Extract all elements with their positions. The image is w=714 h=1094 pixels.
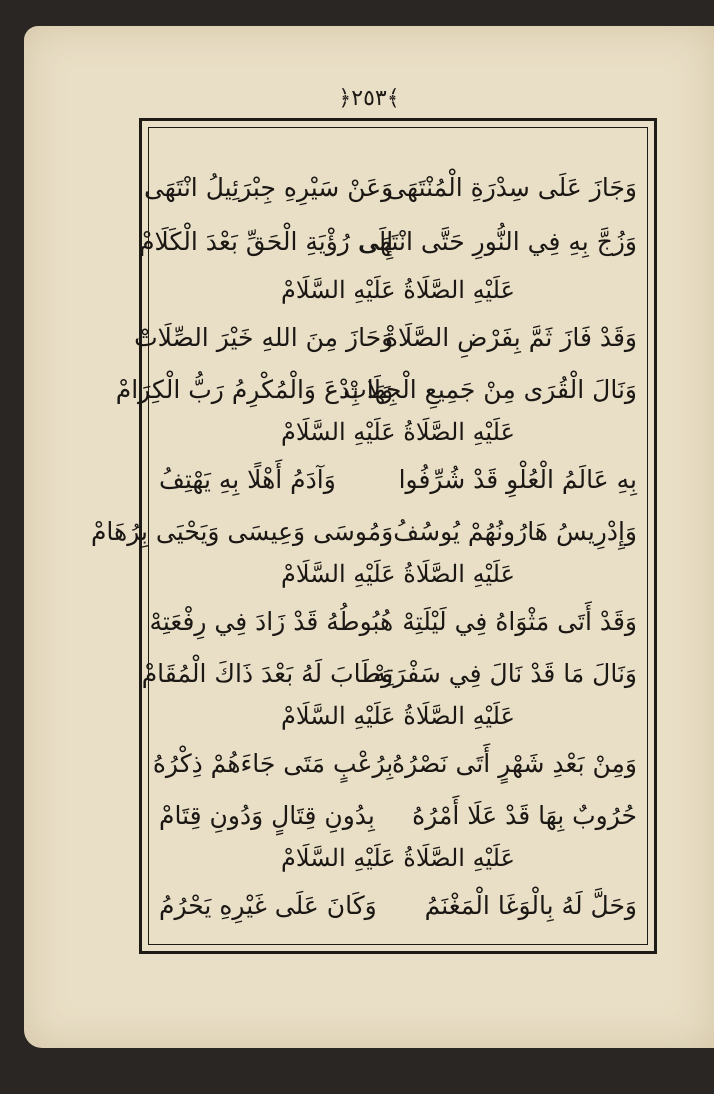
verse-line bbox=[141, 650, 637, 696]
page-number: ﴿٢٥٣﴾ bbox=[338, 86, 400, 111]
text-frame-inner bbox=[90, 127, 648, 945]
verse-hemistich-left: وَلَا بِدْعَ وَالْمُكْرِمُ رَبُّ الْكِرَامْ bbox=[115, 374, 394, 404]
verse-hemistich-right: وَقَدْ فَازَ ثَمَّ بِفَرْضِ الصَّلَاةْ bbox=[384, 322, 637, 352]
verse-hemistich-right: وَزُجَّ بِهِ فِي النُّورِ حَتَّى انْتَهَى bbox=[359, 226, 637, 256]
text-frame-outer bbox=[90, 118, 657, 954]
verse-line bbox=[159, 882, 637, 928]
verse-line bbox=[143, 164, 637, 210]
verse-hemistich-right: وَمِنْ بَعْدِ شَهْرٍ أَتَى نَصْرُهُ bbox=[392, 748, 637, 778]
verse-hemistich-right: حُرُوبٌ بِهَا قَدْ عَلَا أَمْرُهُ bbox=[412, 800, 637, 830]
verse-hemistich-left: وَعَنْ سَيْرِهِ جِبْرَئِيلُ انْتَهَى bbox=[143, 172, 394, 202]
book-page bbox=[24, 26, 714, 1048]
verse-line bbox=[115, 366, 637, 412]
verse-line bbox=[90, 508, 637, 554]
refrain-line: عَلَيْهِ الصَّلَاةُ عَلَيْهِ السَّلَامْ bbox=[281, 418, 515, 446]
refrain-line: عَلَيْهِ الصَّلَاةُ عَلَيْهِ السَّلَامْ bbox=[281, 276, 515, 304]
verse-hemistich-right: وَإِدْرِيسُ هَارُونُهُمْ يُوسُفُ bbox=[393, 516, 637, 546]
verse-line bbox=[159, 456, 637, 502]
verse-hemistich-left: وَمُوسَى وَعِيسَى وَيَحْيَى بِرُهَامْ bbox=[90, 516, 394, 546]
verse-hemistich-left: وَحَازَ مِنَ اللهِ خَيْرَ الصِّلَاتْ bbox=[134, 322, 394, 352]
verse-line bbox=[159, 792, 637, 838]
verse-hemistich-right: بِهِ عَالَمُ الْعُلْوِ قَدْ شُرِّفُوا bbox=[398, 464, 637, 494]
refrain-line: عَلَيْهِ الصَّلَاةُ عَلَيْهِ السَّلَامْ bbox=[281, 702, 515, 730]
verse-line bbox=[149, 598, 637, 644]
verse-hemistich-left: هُبُوطُهُ قَدْ زَادَ فِي رِفْعَتِهْ bbox=[149, 606, 394, 636]
verse-line bbox=[152, 740, 637, 786]
verse-line bbox=[139, 218, 637, 264]
refrain-line: عَلَيْهِ الصَّلَاةُ عَلَيْهِ السَّلَامْ bbox=[281, 844, 515, 872]
verse-hemistich-right: وَحَلَّ لَهُ بِالْوَغَا الْمَغْنَمُ bbox=[424, 890, 637, 920]
verse-hemistich-left: بِدُونِ قِتَالٍ وَدُونِ قِتَامْ bbox=[159, 800, 375, 830]
poem-body bbox=[90, 146, 637, 928]
verse-hemistich-right: وَنَالَ الْقُرَى مِنْ جَمِيعِ الْجِهَاتْ bbox=[343, 374, 637, 404]
verse-line bbox=[134, 314, 637, 360]
verse-hemistich-left: إِلَى رُؤْيَةِ الْحَقِّ بَعْدَ الْكَلَامْ bbox=[139, 226, 394, 256]
verse-hemistich-left: وَآدَمُ أَهْلًا بِهِ يَهْتِفُ bbox=[159, 464, 336, 494]
refrain-line: عَلَيْهِ الصَّلَاةُ عَلَيْهِ السَّلَامْ bbox=[281, 560, 515, 588]
verse-hemistich-right: وَجَازَ عَلَى سِدْرَةِ الْمُنْتَهَى bbox=[386, 172, 637, 202]
verse-hemistich-left: بِرُعْبٍ مَتَى جَاءَهُمْ ذِكْرُهُ bbox=[152, 748, 394, 778]
verse-hemistich-left: وَكَانَ عَلَى غَيْرِهِ يَحْرُمُ bbox=[159, 890, 377, 920]
verse-hemistich-right: وَقَدْ أَتَى مَثْوَاهُ فِي لَيْلَتِهْ bbox=[402, 606, 637, 636]
verse-hemistich-right: وَنَالَ مَا قَدْ نَالَ فِي سَفْرَتِهْ bbox=[373, 658, 637, 688]
verse-hemistich-left: وَطَابَ لَهُ بَعْدَ ذَاكَ الْمُقَامْ bbox=[141, 658, 394, 688]
